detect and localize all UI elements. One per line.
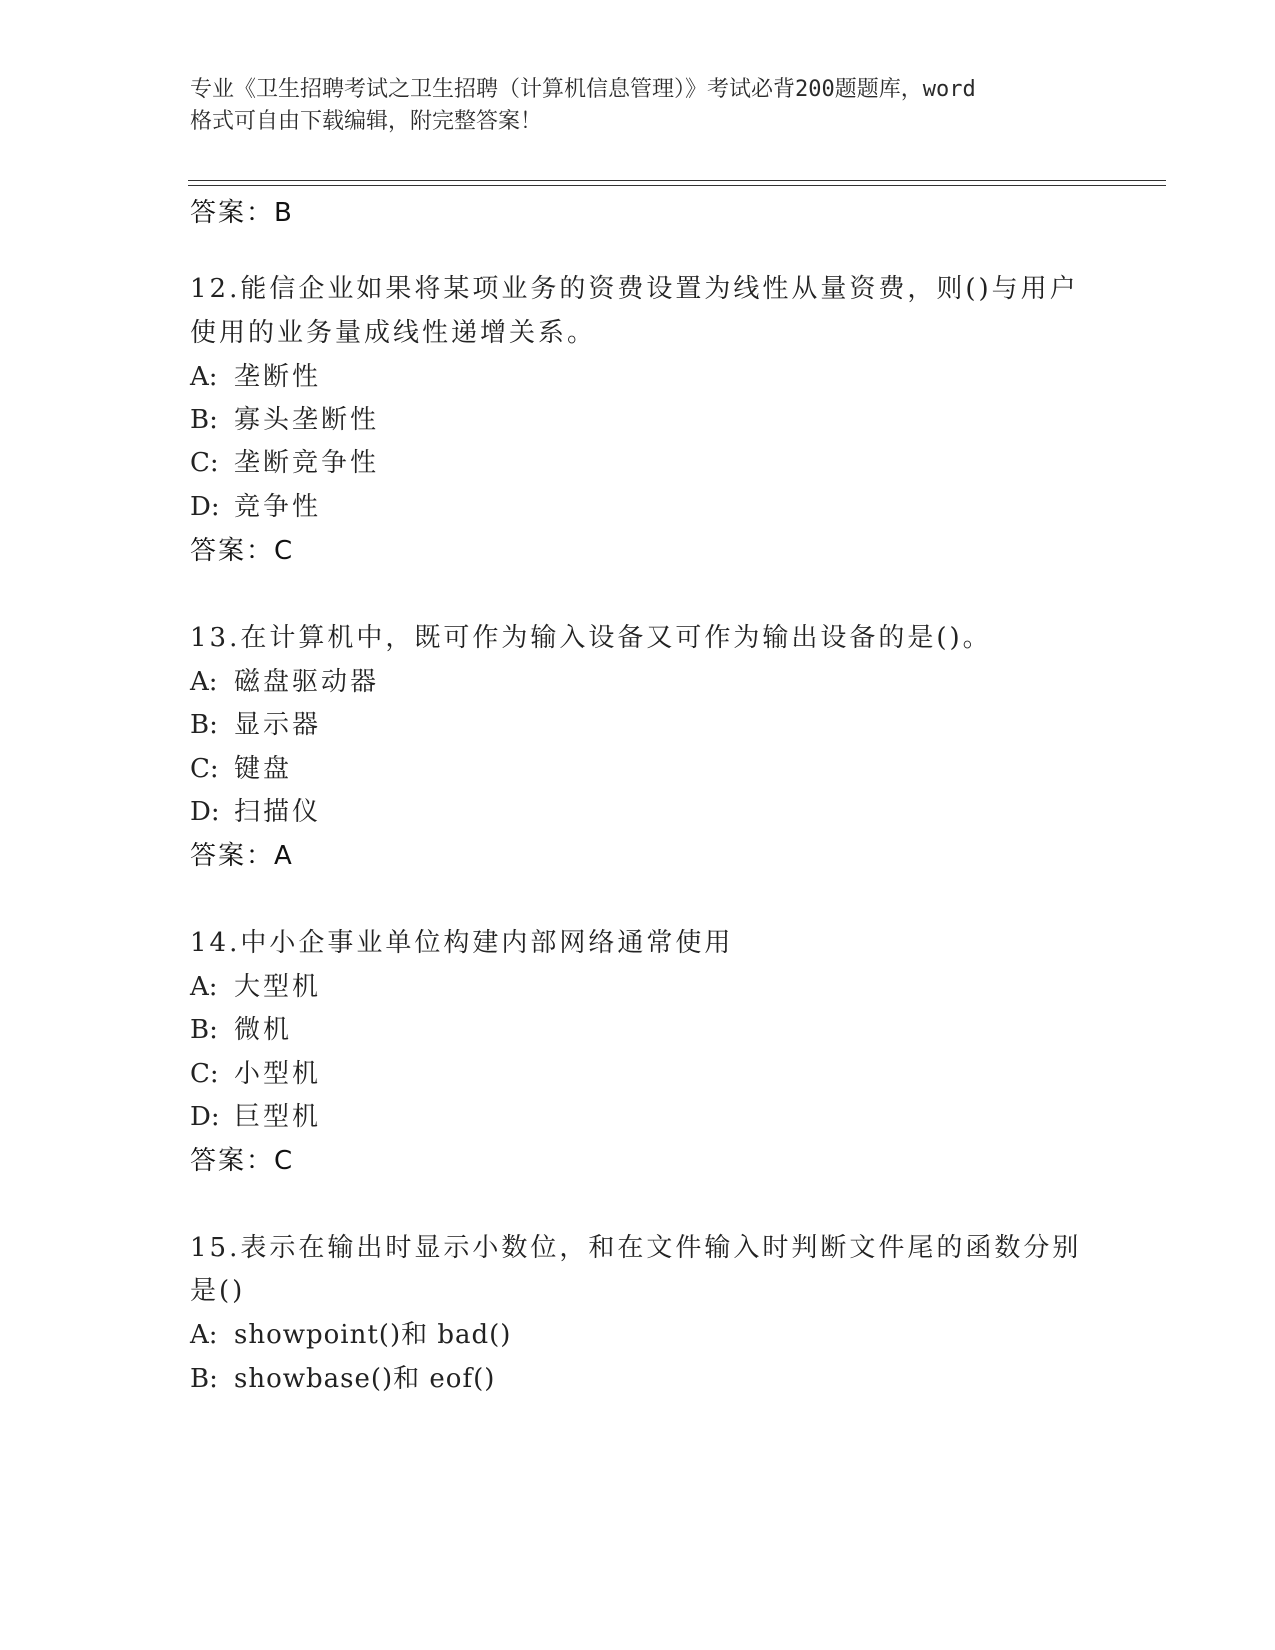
question-13-option-b [190, 708, 321, 742]
question-15-option-b [190, 1362, 495, 1396]
question-number: 15. [190, 1233, 241, 1263]
option-text: 键盘 [234, 754, 293, 784]
option-label: A: [190, 1320, 218, 1350]
option-label: A: [190, 667, 218, 697]
question-13-option-c [190, 752, 292, 786]
question-number: 12. [190, 274, 241, 304]
answer-prefix: 答案： [190, 841, 275, 871]
option-label: D: [190, 1102, 220, 1132]
option-text: 大型机 [234, 972, 322, 1002]
option-text: 微机 [234, 1015, 293, 1045]
question-text: 在计算机中，既可作为输入设备又可作为输出设备的是()。 [240, 623, 992, 653]
option-text: 竞争性 [234, 492, 322, 522]
option-label: B: [190, 710, 218, 740]
answer-prefix: 答案： [190, 198, 275, 228]
question-12-option-b [190, 403, 379, 437]
answer-value: C [274, 536, 295, 566]
option-text: 寡头垄断性 [234, 405, 380, 435]
option-label: C: [190, 448, 219, 478]
question-12-option-d [190, 490, 321, 524]
question-14-option-b [190, 1013, 292, 1047]
answer-line-prev [190, 196, 294, 230]
question-14-option-a [190, 970, 321, 1004]
question-text: 表示在输出时显示小数位，和在文件输入时判断文件尾的函数分别 [240, 1233, 1082, 1263]
question-12-stem-line-1 [190, 272, 1079, 306]
header-line-2: 格式可自由下载编辑，附完整答案！ [190, 109, 543, 134]
option-text: 垄断竞争性 [234, 448, 380, 478]
option-text: showpoint()和 bad() [234, 1320, 512, 1350]
question-14-stem-line-1 [190, 926, 733, 960]
question-13-answer [190, 839, 294, 873]
option-text: 小型机 [234, 1059, 322, 1089]
question-13-stem-line-1 [190, 621, 992, 655]
question-text: 能信企业如果将某项业务的资费设置为线性从量资费，则()与用户 [240, 274, 1079, 304]
answer-prefix: 答案： [190, 536, 275, 566]
question-13-option-a [190, 665, 379, 699]
option-label: C: [190, 754, 219, 784]
answer-value: B [274, 198, 294, 228]
question-15-stem-line-1 [190, 1231, 1081, 1265]
question-14-option-d [190, 1100, 321, 1134]
option-label: B: [190, 1364, 218, 1394]
option-text: 扫描仪 [234, 797, 322, 827]
question-text: 中小企事业单位构建内部网络通常使用 [240, 928, 734, 958]
header-divider-bottom [188, 185, 1166, 186]
question-13-option-d [190, 795, 321, 829]
answer-value: C [274, 1146, 295, 1176]
option-label: B: [190, 405, 218, 435]
option-label: A: [190, 362, 218, 392]
question-14-option-c [190, 1057, 321, 1091]
option-label: A: [190, 972, 218, 1002]
option-label: D: [190, 492, 220, 522]
document-header [190, 74, 1110, 138]
header-divider-top [188, 180, 1166, 181]
question-12-option-a [190, 360, 321, 394]
option-text: 显示器 [234, 710, 322, 740]
question-12-stem-line-2: 使用的业务量成线性递增关系。 [190, 318, 597, 348]
question-15-option-a [190, 1318, 511, 1352]
option-text: showbase()和 eof() [234, 1364, 496, 1394]
answer-value: A [274, 841, 294, 871]
option-text: 垄断性 [234, 362, 322, 392]
question-number: 14. [190, 928, 241, 958]
question-number: 13. [190, 623, 241, 653]
header-line-1: 专业《卫生招聘考试之卫生招聘（计算机信息管理）》考试必背200题题库，word [190, 77, 976, 102]
question-12-answer [190, 534, 294, 568]
option-label: B: [190, 1015, 218, 1045]
question-15-stem-line-2: 是() [190, 1276, 246, 1306]
answer-prefix: 答案： [190, 1146, 275, 1176]
option-label: C: [190, 1059, 219, 1089]
option-text: 磁盘驱动器 [234, 667, 380, 697]
option-text: 巨型机 [234, 1102, 322, 1132]
question-14-answer [190, 1144, 294, 1178]
question-12-option-c [190, 446, 379, 480]
option-label: D: [190, 797, 220, 827]
